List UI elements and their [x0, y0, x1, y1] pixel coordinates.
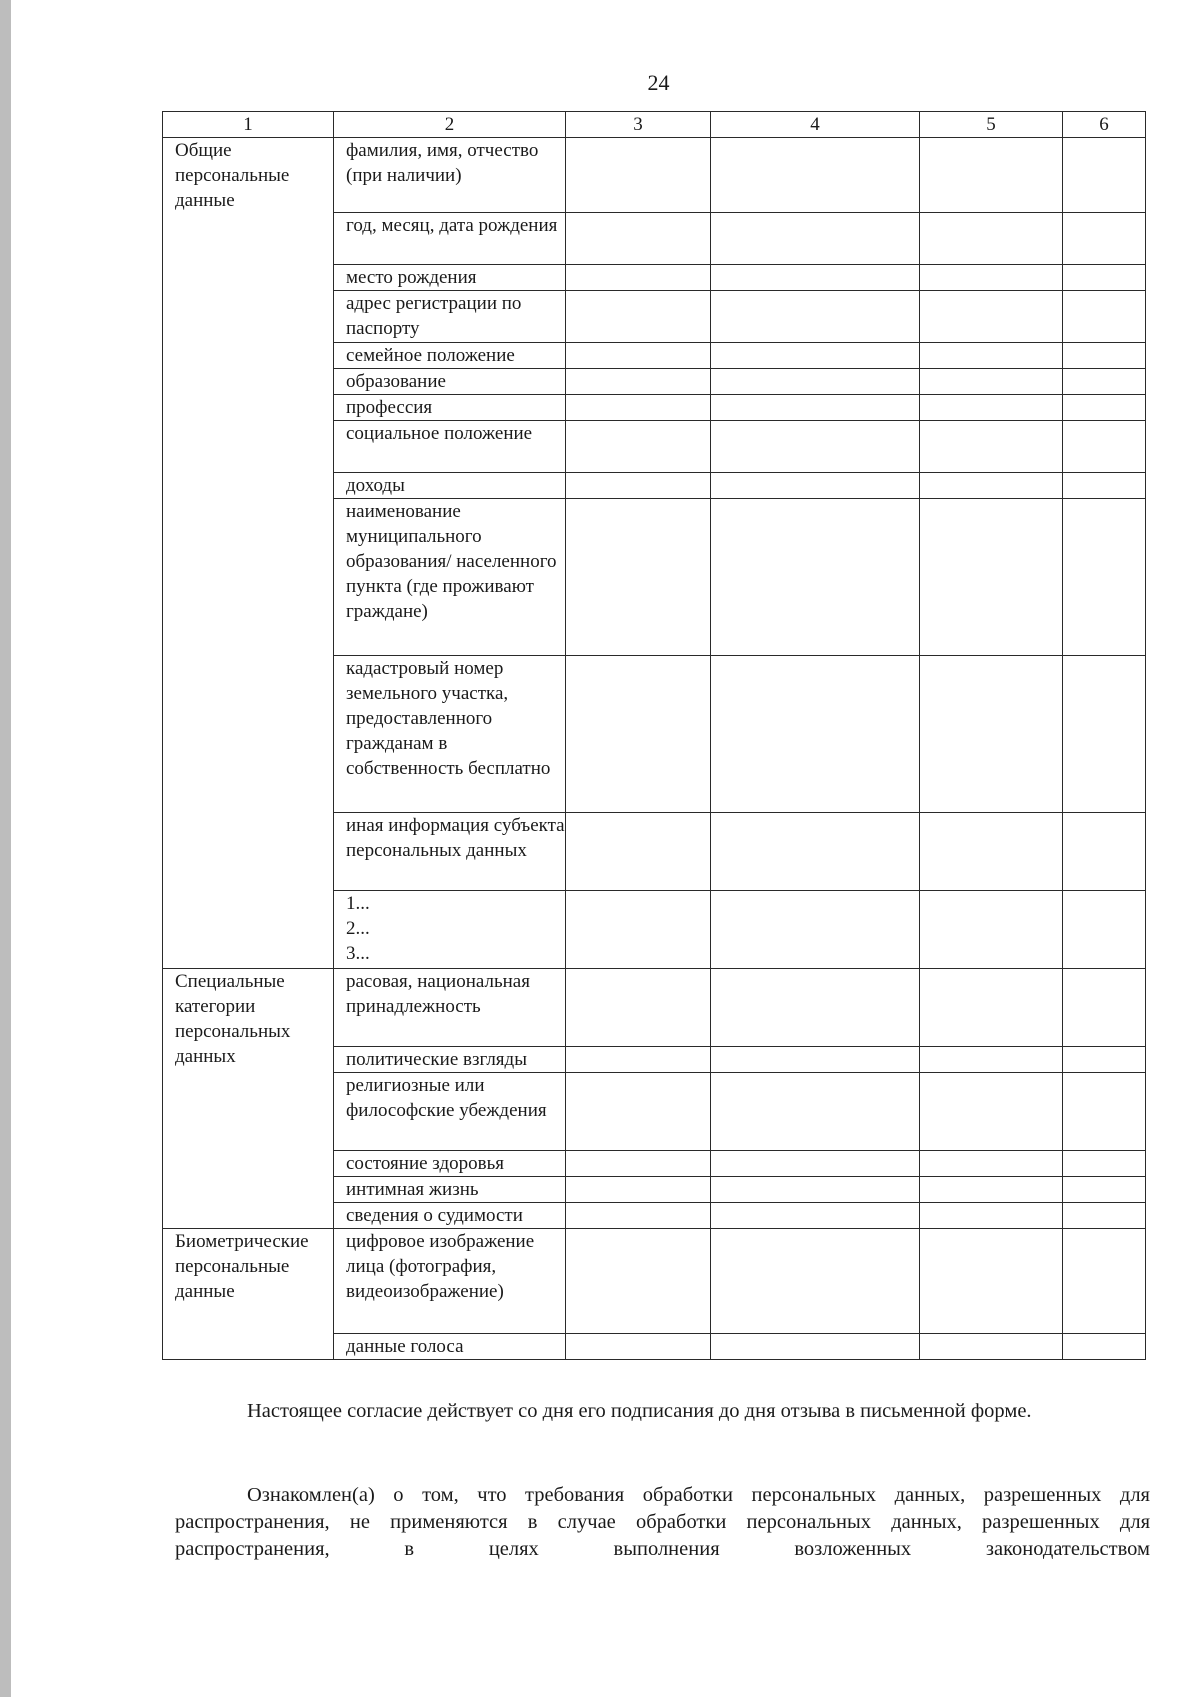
data-item-cell: наименование муниципального образования/ населенного пункта (где проживают граждане) — [334, 499, 566, 656]
empty-cell — [920, 1203, 1063, 1229]
empty-cell — [920, 421, 1063, 473]
table-row — [163, 969, 1146, 1047]
empty-cell — [920, 369, 1063, 395]
empty-cell — [1063, 213, 1146, 265]
empty-cell — [1063, 1334, 1146, 1360]
acknowledgement-paragraph — [175, 1482, 1150, 1563]
empty-cell — [711, 1073, 920, 1151]
empty-cell — [920, 1177, 1063, 1203]
empty-cell — [711, 265, 920, 291]
empty-cell — [1063, 343, 1146, 369]
data-item-cell: семейное положение — [334, 343, 566, 369]
empty-cell — [1063, 1203, 1146, 1229]
data-item-cell: интимная жизнь — [334, 1177, 566, 1203]
data-item-cell: профессия — [334, 395, 566, 421]
column-header: 4 — [711, 112, 920, 138]
table-row — [163, 1229, 1146, 1334]
empty-cell — [920, 1073, 1063, 1151]
header-row — [163, 112, 1146, 138]
empty-cell — [711, 813, 920, 891]
data-item-cell: политические взгляды — [334, 1047, 566, 1073]
data-item-cell: данные голоса — [334, 1334, 566, 1360]
scan-edge — [0, 0, 11, 1697]
empty-cell — [711, 1203, 920, 1229]
column-header: 3 — [566, 112, 711, 138]
page-number: 24 — [647, 70, 670, 95]
empty-cell — [920, 891, 1063, 969]
empty-cell — [1063, 265, 1146, 291]
empty-cell — [920, 969, 1063, 1047]
data-item-cell: цифровое изображение лица (фотография, видеоизображение) — [334, 1229, 566, 1334]
empty-cell — [920, 813, 1063, 891]
column-header: 5 — [920, 112, 1063, 138]
empty-cell — [1063, 421, 1146, 473]
data-item-cell: доходы — [334, 473, 566, 499]
empty-cell — [920, 499, 1063, 656]
empty-cell — [566, 1073, 711, 1151]
empty-cell — [1063, 499, 1146, 656]
data-item-cell: расовая, национальная принадлежность — [334, 969, 566, 1047]
empty-cell — [920, 291, 1063, 343]
empty-cell — [566, 421, 711, 473]
empty-cell — [920, 138, 1063, 213]
paragraph-text: Настоящее согласие действует со дня его подписания до дня отзыва в письменной форме. — [247, 1400, 1032, 1422]
empty-cell — [1063, 369, 1146, 395]
empty-cell — [711, 291, 920, 343]
table-body — [163, 138, 1146, 1360]
column-header: 1 — [163, 112, 334, 138]
empty-cell — [711, 343, 920, 369]
empty-cell — [711, 138, 920, 213]
consent-duration-paragraph — [175, 1398, 1150, 1425]
empty-cell — [711, 421, 920, 473]
empty-cell — [711, 1047, 920, 1073]
empty-cell — [711, 1229, 920, 1334]
empty-cell — [920, 656, 1063, 813]
empty-cell — [920, 473, 1063, 499]
empty-cell — [920, 1229, 1063, 1334]
empty-cell — [566, 656, 711, 813]
empty-cell — [1063, 969, 1146, 1047]
data-item-cell: иная информация субъекта персональных данных — [334, 813, 566, 891]
empty-cell — [566, 969, 711, 1047]
empty-cell — [920, 395, 1063, 421]
data-item-cell: кадастровый номер земельного участка, предоставленного гражданам в собственность бесплатно — [334, 656, 566, 813]
category-cell: Биометрические персональные данные — [163, 1229, 334, 1360]
empty-cell — [566, 213, 711, 265]
empty-cell — [566, 1177, 711, 1203]
empty-cell — [711, 969, 920, 1047]
data-item-cell: религиозные или философские убеждения — [334, 1073, 566, 1151]
empty-cell — [920, 265, 1063, 291]
empty-cell — [1063, 138, 1146, 213]
column-header: 6 — [1063, 112, 1146, 138]
empty-cell — [566, 369, 711, 395]
empty-cell — [711, 395, 920, 421]
empty-cell — [920, 343, 1063, 369]
empty-cell — [566, 891, 711, 969]
data-item-cell: 1... 2... 3... — [334, 891, 566, 969]
empty-cell — [566, 813, 711, 891]
empty-cell — [566, 395, 711, 421]
category-cell: Специальные категории персональных данных — [163, 969, 334, 1229]
empty-cell — [566, 265, 711, 291]
empty-cell — [1063, 891, 1146, 969]
empty-cell — [711, 213, 920, 265]
data-item-cell: социальное положение — [334, 421, 566, 473]
empty-cell — [920, 1334, 1063, 1360]
empty-cell — [566, 1229, 711, 1334]
data-item-cell: образование — [334, 369, 566, 395]
empty-cell — [711, 1151, 920, 1177]
empty-cell — [566, 1334, 711, 1360]
empty-cell — [1063, 395, 1146, 421]
empty-cell — [1063, 1047, 1146, 1073]
data-item-cell: сведения о судимости — [334, 1203, 566, 1229]
empty-cell — [1063, 1177, 1146, 1203]
data-item-cell: адрес регистрации по паспорту — [334, 291, 566, 343]
empty-cell — [920, 1151, 1063, 1177]
category-cell: Общие персональные данные — [163, 138, 334, 969]
empty-cell — [920, 213, 1063, 265]
column-header: 2 — [334, 112, 566, 138]
empty-cell — [711, 473, 920, 499]
empty-cell — [1063, 1229, 1146, 1334]
empty-cell — [920, 1047, 1063, 1073]
table-row — [163, 138, 1146, 213]
empty-cell — [711, 1177, 920, 1203]
empty-cell — [566, 473, 711, 499]
personal-data-table — [162, 111, 1146, 1360]
empty-cell — [1063, 1151, 1146, 1177]
empty-cell — [566, 343, 711, 369]
empty-cell — [1063, 291, 1146, 343]
empty-cell — [711, 656, 920, 813]
empty-cell — [1063, 656, 1146, 813]
data-item-cell: фамилия, имя, отчество (при наличии) — [334, 138, 566, 213]
empty-cell — [566, 1151, 711, 1177]
empty-cell — [1063, 813, 1146, 891]
empty-cell — [711, 1334, 920, 1360]
empty-cell — [711, 891, 920, 969]
empty-cell — [1063, 473, 1146, 499]
empty-cell — [566, 499, 711, 656]
empty-cell — [711, 369, 920, 395]
empty-cell — [566, 1047, 711, 1073]
data-item-cell: место рождения — [334, 265, 566, 291]
empty-cell — [566, 138, 711, 213]
empty-cell — [1063, 1073, 1146, 1151]
data-item-cell: год, месяц, дата рождения — [334, 213, 566, 265]
empty-cell — [566, 291, 711, 343]
empty-cell — [566, 1203, 711, 1229]
data-item-cell: состояние здоровья — [334, 1151, 566, 1177]
paragraph-text: Ознакомлен(а) о том, что требования обработки персональных данных, разрешенных для распространения, не применяются в случае обработки персональных данных, разрешенных для распространения, в целях выполнения возложенных законодательством — [175, 1484, 1150, 1560]
empty-cell — [711, 499, 920, 656]
